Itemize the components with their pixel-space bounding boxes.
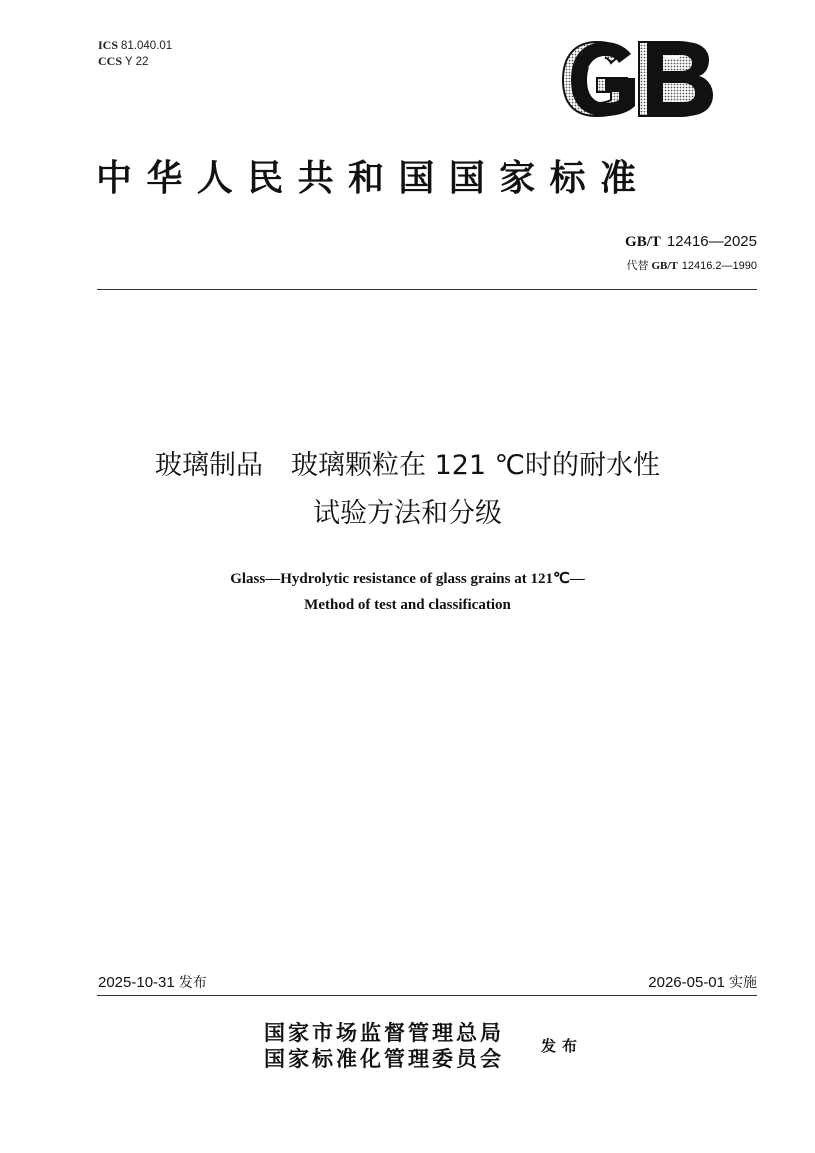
chinese-title-line-1 bbox=[60, 442, 755, 490]
issue-date bbox=[98, 973, 207, 993]
standard-number bbox=[625, 232, 757, 252]
replaces-label: 代替 bbox=[626, 259, 649, 272]
chinese-title-main: 玻璃制品 bbox=[154, 450, 263, 481]
issue-word: 发布 bbox=[541, 1037, 584, 1055]
chinese-title-line-2: 试验方法和分级 bbox=[313, 498, 502, 529]
implementation-date bbox=[648, 973, 757, 993]
issuer-sac: 国家标准化管理委员会 bbox=[264, 1046, 504, 1071]
english-title bbox=[60, 566, 755, 618]
ics-code bbox=[98, 38, 172, 54]
issue-date-value: 2025-10-31 bbox=[98, 974, 175, 991]
ics-value: 81.040.01 bbox=[121, 40, 173, 52]
replaces-prefix: GB/T bbox=[651, 260, 678, 272]
implementation-date-label: 实施 bbox=[729, 975, 757, 991]
classification-codes bbox=[98, 38, 172, 70]
english-title-line-2: Method of test and classification bbox=[304, 597, 511, 613]
footer-divider bbox=[97, 995, 757, 996]
ccs-label: CCS bbox=[98, 54, 123, 68]
issuer-samr: 国家市场监督管理总局 bbox=[264, 1020, 504, 1045]
standard-prefix: GB/T bbox=[625, 234, 661, 250]
ics-label: ICS bbox=[98, 38, 119, 52]
gb-national-standard-logo-icon bbox=[553, 38, 719, 120]
replaces-number: 12416.2—1990 bbox=[681, 260, 757, 272]
issuing-authorities bbox=[264, 1020, 504, 1072]
ccs-code bbox=[98, 54, 172, 70]
chinese-title-sub: 玻璃颗粒在 121 ℃时的耐水性 bbox=[290, 450, 661, 481]
header-divider bbox=[97, 289, 757, 290]
issue-date-label: 发布 bbox=[178, 975, 207, 991]
standard-number-value: 12416—2025 bbox=[666, 233, 757, 250]
english-title-line-1: Glass—Hydrolytic resistance of glass grains at 121℃— bbox=[230, 571, 585, 587]
chinese-title bbox=[60, 442, 755, 538]
replaces-standard bbox=[626, 258, 757, 274]
national-standard-heading: 中华人民共和国国家标准 bbox=[96, 157, 651, 199]
implementation-date-value: 2026-05-01 bbox=[648, 974, 725, 991]
ccs-value: Y 22 bbox=[125, 56, 149, 68]
